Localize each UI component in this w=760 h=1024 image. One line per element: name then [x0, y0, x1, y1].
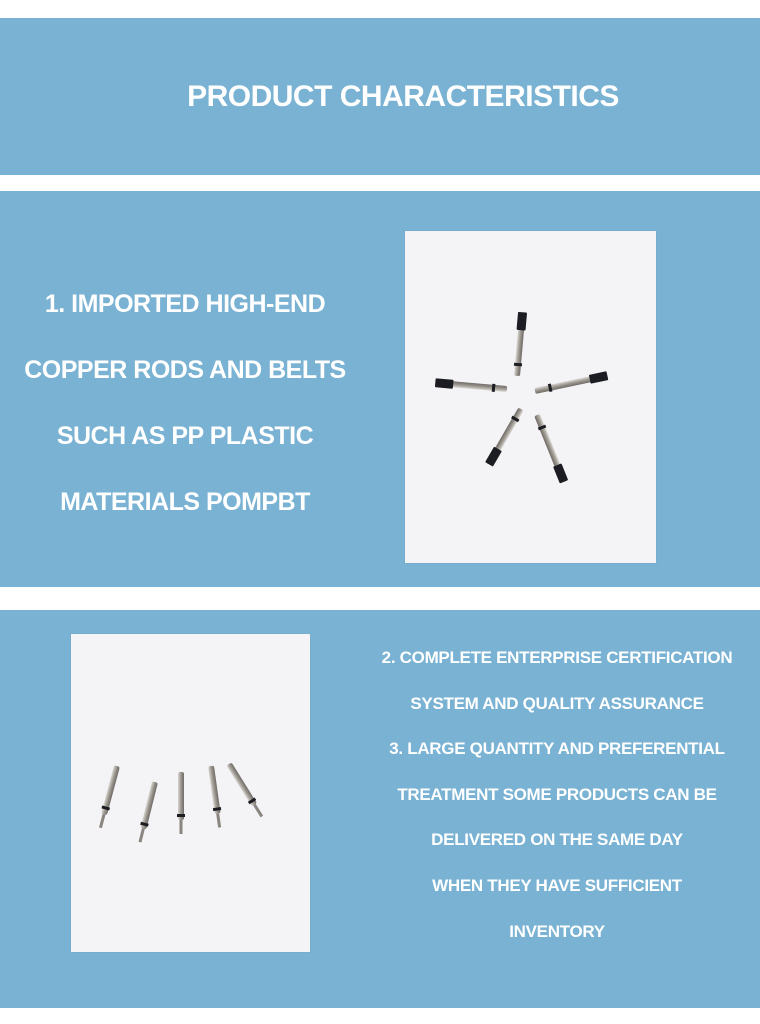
text-line: SUCH AS PP PLASTIC	[56, 422, 314, 450]
pin-shape	[97, 765, 121, 829]
materials-text	[10, 286, 360, 550]
pins-star-image	[405, 231, 656, 563]
section-materials	[0, 191, 760, 587]
pin-shape	[534, 371, 608, 395]
pin-shape	[533, 413, 568, 483]
text-line: TREATMENT SOME PRODUCTS CAN BE	[397, 784, 717, 804]
text-line: SYSTEM AND QUALITY ASSURANCE	[410, 693, 704, 713]
pin-shape	[136, 781, 159, 843]
text-line: COPPER RODS AND BELTS	[24, 356, 346, 384]
pin-shape	[485, 407, 525, 467]
text-line: 3. LARGE QUANTITY AND PREFERENTIAL	[389, 739, 725, 759]
text-line: 2. COMPLETE ENTERPRISE CERTIFICATION	[381, 648, 733, 667]
pin-shape	[513, 312, 528, 377]
product-photo-row	[71, 634, 310, 952]
text-line: MATERIALS POMPBT	[60, 488, 310, 516]
pins-row-image	[71, 634, 310, 952]
section-certification	[0, 610, 760, 1008]
product-photo-star	[405, 231, 656, 563]
text-line: WHEN THEY HAVE SUFFICIENT	[432, 875, 682, 895]
certification-text	[362, 640, 752, 959]
text-line: 1. IMPORTED HIGH-END	[44, 290, 326, 318]
pin-shape	[177, 772, 185, 834]
text-line: DELIVERED ON THE SAME DAY	[431, 830, 683, 850]
text-line: INVENTORY	[509, 921, 605, 941]
pin-shape	[435, 378, 508, 393]
header-banner	[0, 18, 760, 175]
pin-shape	[226, 762, 266, 819]
pin-shape	[207, 765, 224, 828]
page-title: PRODUCT CHARACTERISTICS	[187, 79, 619, 113]
